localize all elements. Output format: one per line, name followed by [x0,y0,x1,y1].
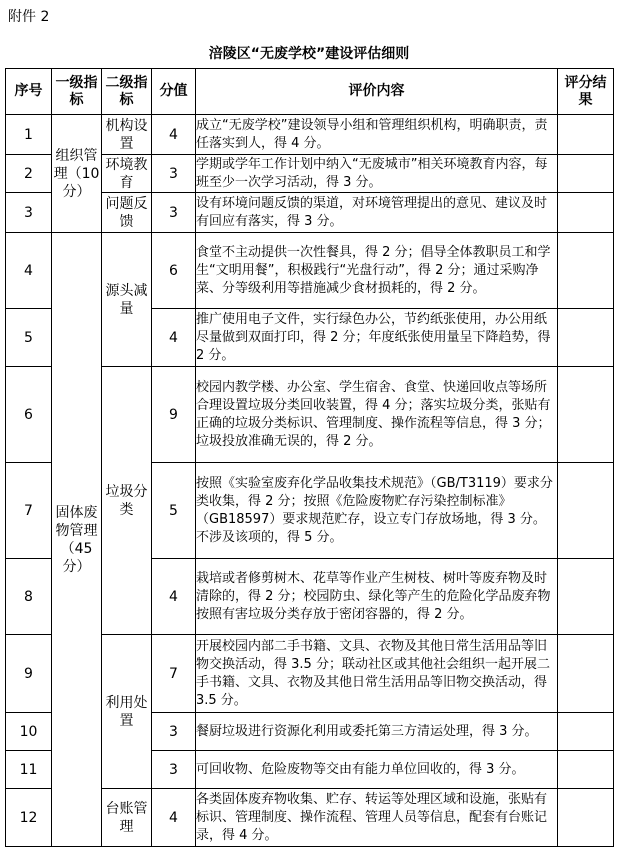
level2-liyong: 利用处置 [102,635,152,789]
row-content: 按照《实验室废弃化学品收集技术规范》（GB/T3119）要求分类收集，得 2 分；按照《危险废物贮存污染控制标准》（GB18597）要求规范贮存，设立专门存放场地，得 3 分。不涉及该项的，得 5 分。 [196,463,558,559]
row-result-cell[interactable] [558,559,614,635]
row-result-cell[interactable] [558,233,614,309]
row-content: 成立“无废学校”建设领导小组和管理组织机构，明确职责，责任落实到人，得 4 分。 [196,115,558,155]
level1-org: 组织管理（10 分） [52,115,102,233]
row-result-cell[interactable] [558,367,614,463]
row-content: 设有环境问题反馈的渠道，对环境管理提出的意见、建议及时有回应有落实，得 3 分。 [196,193,558,233]
row-content: 各类固体废弃物收集、贮存、转运等处理区域和设施，张贴有标识、管理制度、操作流程、管理人员等信息，配套有台账记录，得 4 分。 [196,789,558,847]
row-content: 开展校园内部二手书籍、文具、衣物及其他日常生活用品等旧物交换活动，得 3.5 分；联动社区或其他社会组织一起开展二手书籍、文具、衣物及其他日常生活用品等旧物交换活动，得 3.5 分。 [196,635,558,713]
row-score: 3 [152,751,196,789]
header-score: 分值 [152,69,196,115]
row-seq: 10 [6,713,52,751]
header-result: 评分结果 [558,69,614,115]
row-seq: 4 [6,233,52,309]
row-result-cell[interactable] [558,309,614,367]
row-seq: 9 [6,635,52,713]
level2-wenti: 问题反馈 [102,193,152,233]
row-seq: 12 [6,789,52,847]
row-seq: 5 [6,309,52,367]
row-seq: 1 [6,115,52,155]
row-score: 4 [152,559,196,635]
row-seq: 11 [6,751,52,789]
attachment-label: 附件 2 [8,9,50,25]
level2-yuantou: 源头减量 [102,233,152,367]
row-seq: 2 [6,155,52,193]
level2-laji: 垃圾分类 [102,367,152,635]
level2-huanjing: 环境教育 [102,155,152,193]
row-seq: 3 [6,193,52,233]
row-score: 4 [152,789,196,847]
row-result-cell[interactable] [558,751,614,789]
table-row [6,233,614,309]
row-score: 5 [152,463,196,559]
row-result-cell[interactable] [558,115,614,155]
row-score: 4 [152,115,196,155]
row-content: 可回收物、危险废物等交由有能力单位回收的，得 3 分。 [196,751,558,789]
row-result-cell[interactable] [558,155,614,193]
header-level1: 一级指标 [52,69,102,115]
row-content: 栽培或者修剪树木、花草等作业产生树枝、树叶等废弃物及时清除的，得 2 分；校园防虫、绿化等产生的危险化学品废弃物按照有害垃圾分类存放于密闭容器的，得 2 分。 [196,559,558,635]
row-content: 学期或学年工作计划中纳入“无废城市”相关环境教育内容，每班至少一次学习活动，得 3 分。 [196,155,558,193]
header-content: 评价内容 [196,69,558,115]
header-level2: 二级指标 [102,69,152,115]
row-score: 3 [152,713,196,751]
row-seq: 6 [6,367,52,463]
row-seq: 8 [6,559,52,635]
level2-taizhang: 台账管理 [102,789,152,847]
row-score: 4 [152,309,196,367]
row-content: 校园内教学楼、办公室、学生宿舍、食堂、快递回收点等场所合理设置垃圾分类回收装置，得 4 分；落实垃圾分类，张贴有正确的垃圾分类标识、管理制度、操作流程等信息，得 3 分；垃圾投放准确无误的，得 2 分。 [196,367,558,463]
row-score: 3 [152,193,196,233]
level2-jigou: 机构设置 [102,115,152,155]
evaluation-table [5,68,614,847]
row-score: 3 [152,155,196,193]
row-score: 6 [152,233,196,309]
row-score: 9 [152,367,196,463]
row-result-cell[interactable] [558,463,614,559]
row-content: 餐厨垃圾进行资源化利用或委托第三方清运处理，得 3 分。 [196,713,558,751]
document-title: 涪陵区“无废学校”建设评估细则 [208,46,410,62]
row-score: 7 [152,635,196,713]
table-row [6,115,614,155]
header-seq: 序号 [6,69,52,115]
level1-solid: 固体废物管理（45 分） [52,233,102,847]
row-result-cell[interactable] [558,635,614,713]
row-result-cell[interactable] [558,713,614,751]
row-result-cell[interactable] [558,789,614,847]
row-result-cell[interactable] [558,193,614,233]
row-seq: 7 [6,463,52,559]
row-content: 食堂不主动提供一次性餐具，得 2 分；倡导全体教职员工和学生“文明用餐”，积极践行“光盘行动”，得 2 分；通过采购净菜、分等级利用等措施减少食材损耗的，得 2 分。 [196,233,558,309]
row-content: 推广使用电子文件，实行绿色办公，节约纸张使用，办公用纸尽量做到双面打印，得 2 分；年度纸张使用量呈下降趋势，得 2 分。 [196,309,558,367]
header-row [6,69,614,115]
